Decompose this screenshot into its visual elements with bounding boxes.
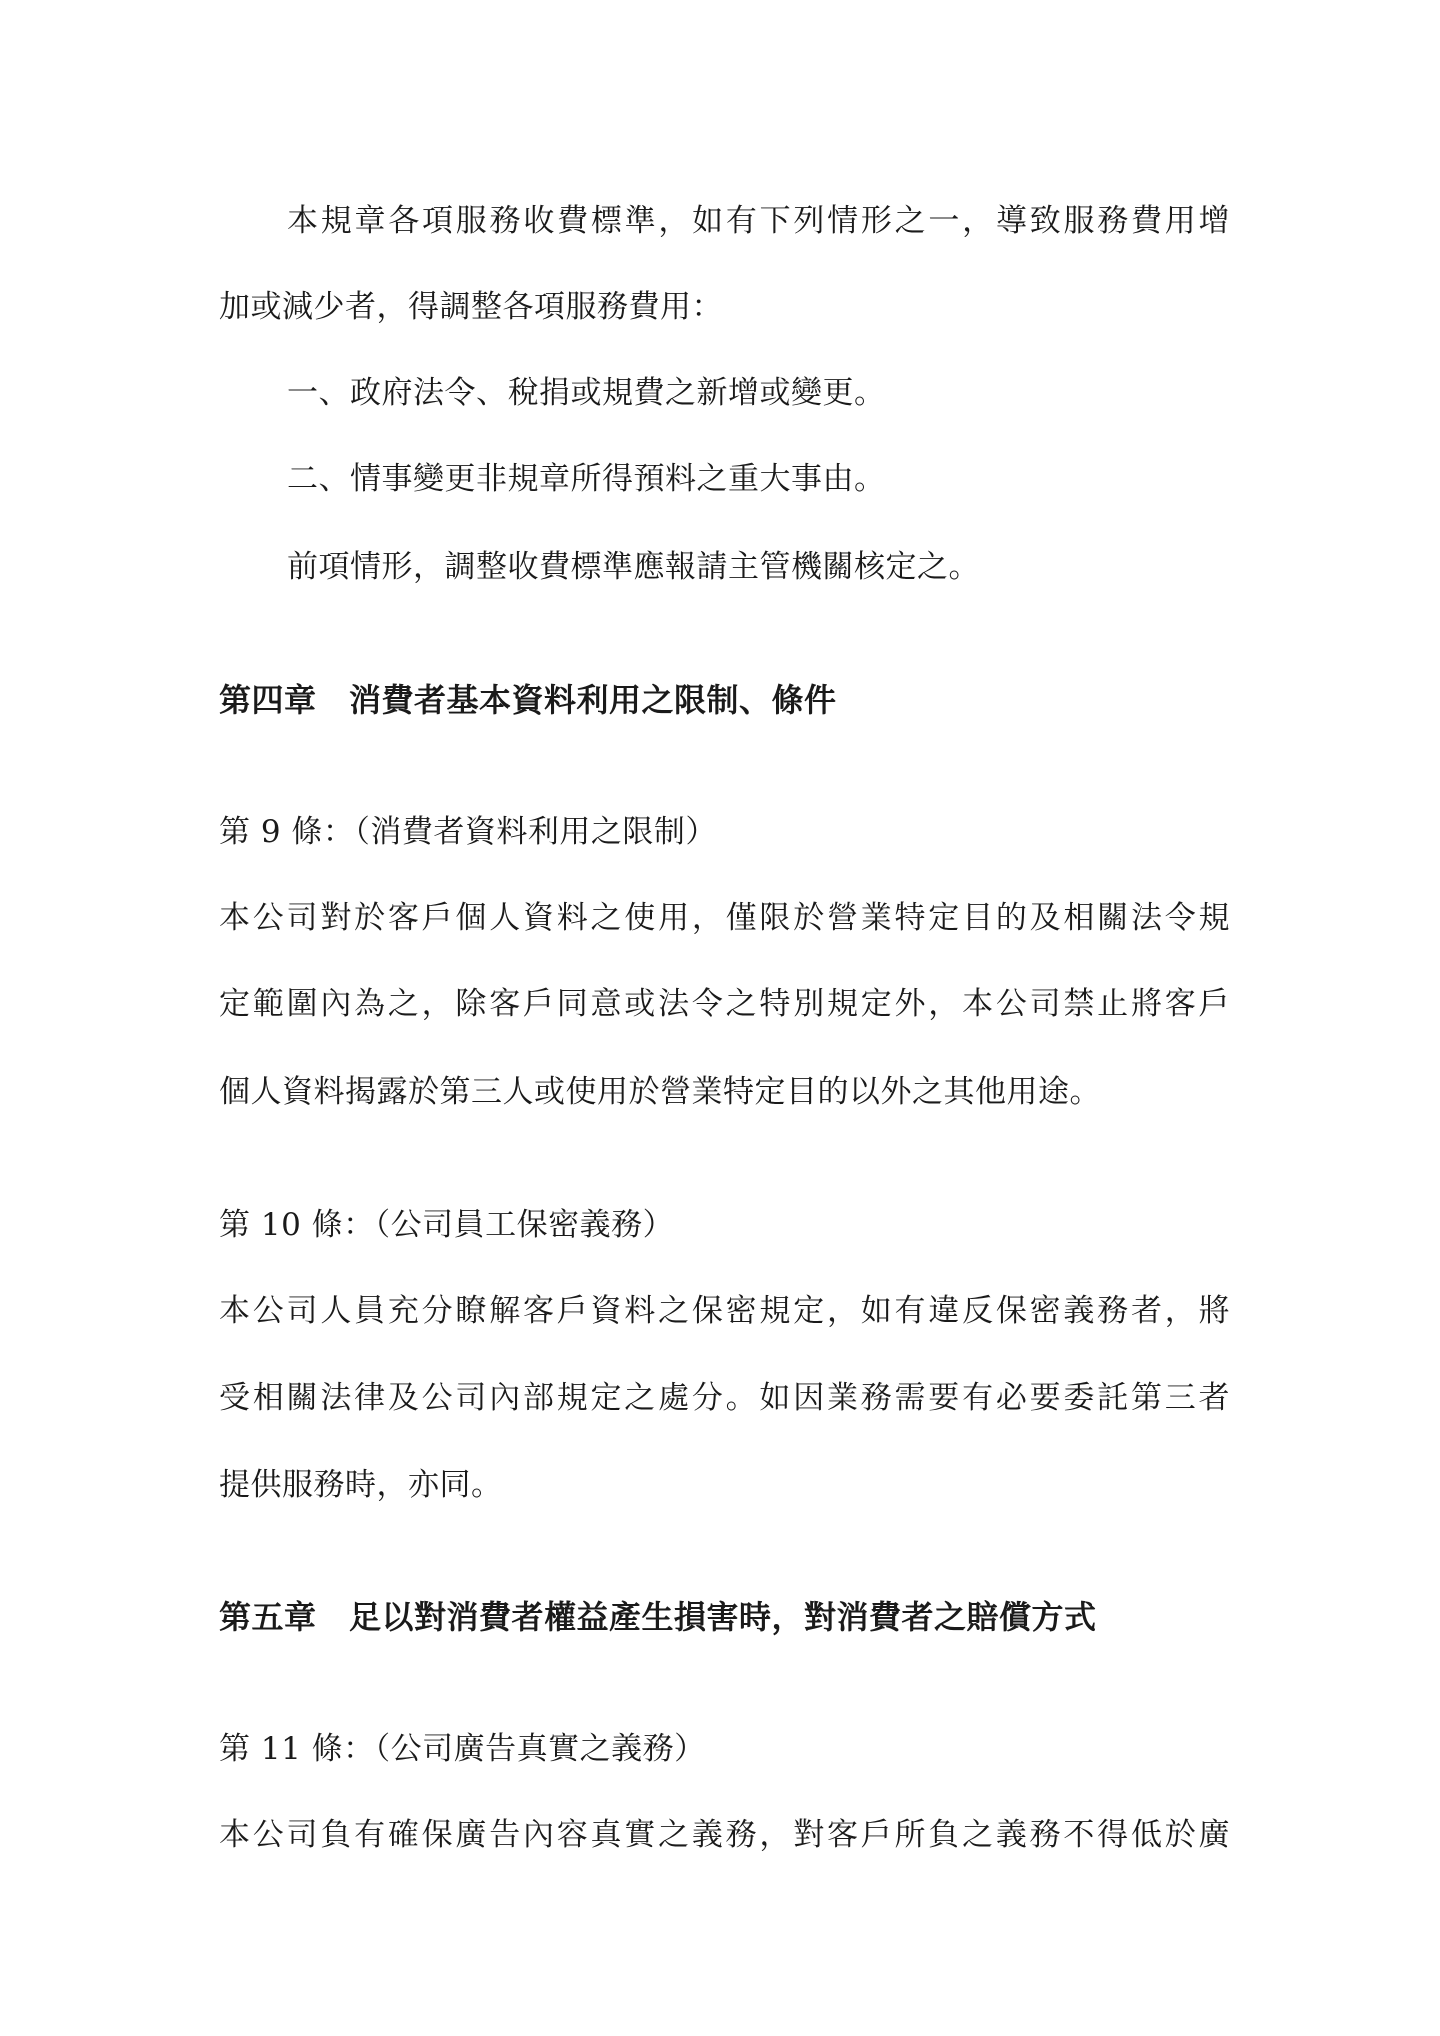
chapter-heading: 第四章 消費者基本資料利用之限制、條件: [219, 681, 837, 719]
paragraph-line: 本公司人員充分瞭解客戶資料之保密規定，如有違反保密義務者，將: [219, 1293, 1230, 1329]
article-title: 第 11 條：（公司廣告真實之義務）: [219, 1731, 706, 1767]
article-title: 第 9 條：（消費者資料利用之限制）: [219, 814, 717, 850]
chapter-heading: 第五章 足以對消費者權益產生損害時，對消費者之賠償方式: [219, 1598, 1097, 1636]
paragraph-line: 定範圍內為之，除客戶同意或法令之特別規定外，本公司禁止將客戶: [219, 986, 1230, 1022]
paragraph-line: 本公司對於客戶個人資料之使用，僅限於營業特定目的及相關法令規: [219, 900, 1230, 936]
paragraph-line: 前項情形，調整收費標準應報請主管機關核定之。: [287, 549, 980, 585]
paragraph-line: 個人資料揭露於第三人或使用於營業特定目的以外之其他用途。: [219, 1074, 1101, 1110]
list-item: 二、情事變更非規章所得預料之重大事由。: [287, 461, 886, 497]
paragraph-line: 受相關法律及公司內部規定之處分。如因業務需要有必要委託第三者: [219, 1380, 1230, 1416]
article-title: 第 10 條：（公司員工保密義務）: [219, 1207, 675, 1243]
paragraph-line: 提供服務時，亦同。: [219, 1467, 503, 1503]
paragraph-line: 加或減少者，得調整各項服務費用：: [219, 289, 723, 325]
paragraph-line: 本規章各項服務收費標準，如有下列情形之一，導致服務費用增: [287, 203, 1230, 239]
list-item: 一、政府法令、稅捐或規費之新增或變更。: [287, 375, 886, 411]
paragraph-line: 本公司負有確保廣告內容真實之義務，對客戶所負之義務不得低於廣: [219, 1817, 1230, 1853]
